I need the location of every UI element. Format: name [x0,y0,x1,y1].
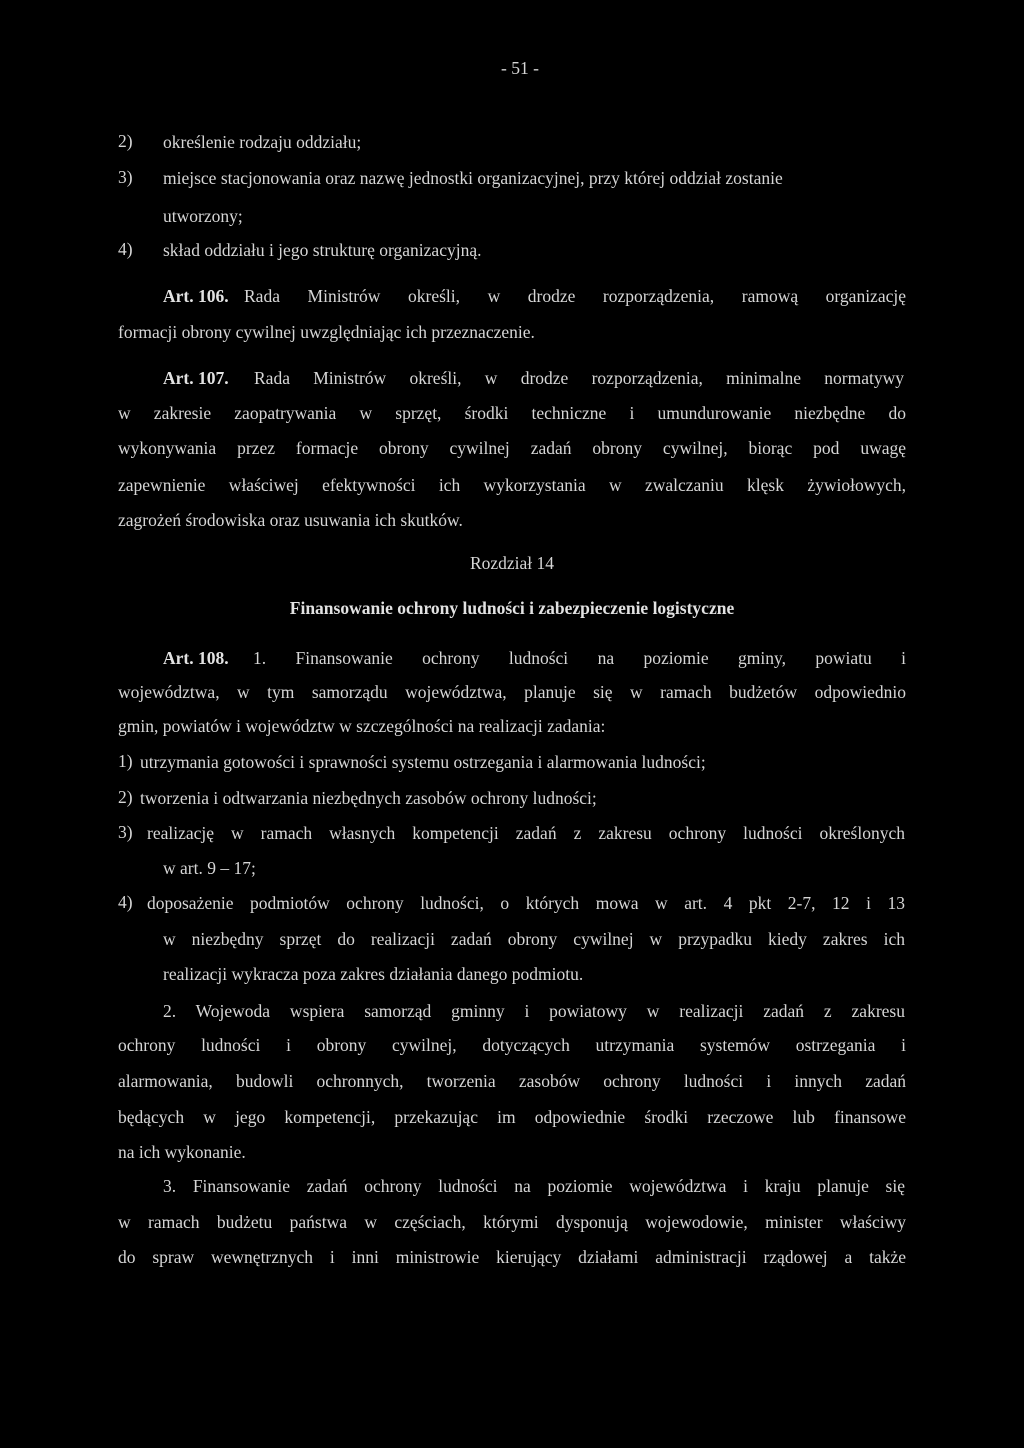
list-item-text: określenie rodzaju oddziału; [163,132,362,152]
article-label: Art. 107. [163,368,229,388]
chapter-title: Finansowanie ochrony ludności i zabezpieczenie logistyczne [289,598,735,618]
list-number: 2) [118,131,133,151]
list-number: 4) [118,239,133,259]
paragraph-line: Rada Ministrów określi, w drodze rozporządzenia, ramową organizację [244,286,906,306]
paragraph-line: formacji obrony cywilnej uwzględniając ich przeznaczenie. [118,322,535,342]
list-item-text: utworzony; [163,206,243,226]
paragraph-line: w ramach budżetu państwa w częściach, którymi dysponują wojewodowie, minister właściwy [118,1212,906,1232]
list-item-text: w art. 9 – 17; [163,858,256,878]
paragraph-line: w zakresie zaopatrywania w sprzęt, środki techniczne i umundurowanie niezbędne do [118,403,906,423]
list-item-text: w niezbędny sprzęt do realizacji zadań obrony cywilnej w przypadku kiedy zakres ich [163,929,905,949]
list-item-text: skład oddziału i jego strukturę organizacyjną. [163,240,482,260]
paragraph-line: gmin, powiatów i województw w szczególności na realizacji zadania: [118,716,606,736]
list-number: 3) [118,167,133,187]
paragraph-line: zapewnienie właściwej efektywności ich wykorzystania w zwalczaniu klęsk żywiołowych, [118,475,906,495]
list-number: 3) [118,822,133,842]
article-label: Art. 106. [163,286,229,306]
paragraph-line: 1. Finansowanie ochrony ludności na poziomie gminy, powiatu i [253,648,906,668]
chapter-label: Rozdział 14 [469,553,555,573]
article-label: Art. 108. [163,648,229,668]
list-number: 2) [118,787,133,807]
paragraph-line: zagrożeń środowiska oraz usuwania ich skutków. [118,510,463,530]
list-item-text: utrzymania gotowości i sprawności systemu ostrzegania i alarmowania ludności; [140,752,706,772]
list-item-text: tworzenia i odtwarzania niezbędnych zasobów ochrony ludności; [140,788,597,808]
paragraph-line: 3. Finansowanie zadań ochrony ludności na poziomie województwa i kraju planuje się [163,1176,905,1196]
list-item-text: miejsce stacjonowania oraz nazwę jednostki organizacyjnej, przy której oddział zostanie [163,168,783,188]
paragraph-line: wykonywania przez formacje obrony cywilnej zadań obrony cywilnej, biorąc pod uwagę [118,438,906,458]
list-item-text: realizacji wykracza poza zakres działania danego podmiotu. [163,964,584,984]
paragraph-line: ochrony ludności i obrony cywilnej, dotyczących utrzymania systemów ostrzegania i [118,1035,906,1055]
list-number: 1) [118,751,133,771]
paragraph-line: 2. Wojewoda wspiera samorząd gminny i powiatowy w realizacji zadań z zakresu [163,1001,905,1021]
list-item-text: doposażenie podmiotów ochrony ludności, o których mowa w art. 4 pkt 2-7, 12 i 13 [147,893,905,913]
paragraph-line: do spraw wewnętrznych i inni ministrowie kierujący działami administracji rządowej a także [118,1247,906,1267]
paragraph-line: Rada Ministrów określi, w drodze rozporządzenia, minimalne normatywy [254,368,904,388]
list-number: 4) [118,892,133,912]
paragraph-line: alarmowania, budowli ochronnych, tworzenia zasobów ochrony ludności i innych zadań [118,1071,906,1091]
paragraph-line: na ich wykonanie. [118,1142,246,1162]
page-number: - 51 - [501,58,539,78]
list-item-text: realizację w ramach własnych kompetencji zadań z zakresu ochrony ludności określonych [147,823,905,843]
paragraph-line: będących w jego kompetencji, przekazując im odpowiednie środki rzeczowe lub finansowe [118,1107,906,1127]
paragraph-line: województwa, w tym samorządu województwa, planuje się w ramach budżetów odpowiednio [118,682,906,702]
